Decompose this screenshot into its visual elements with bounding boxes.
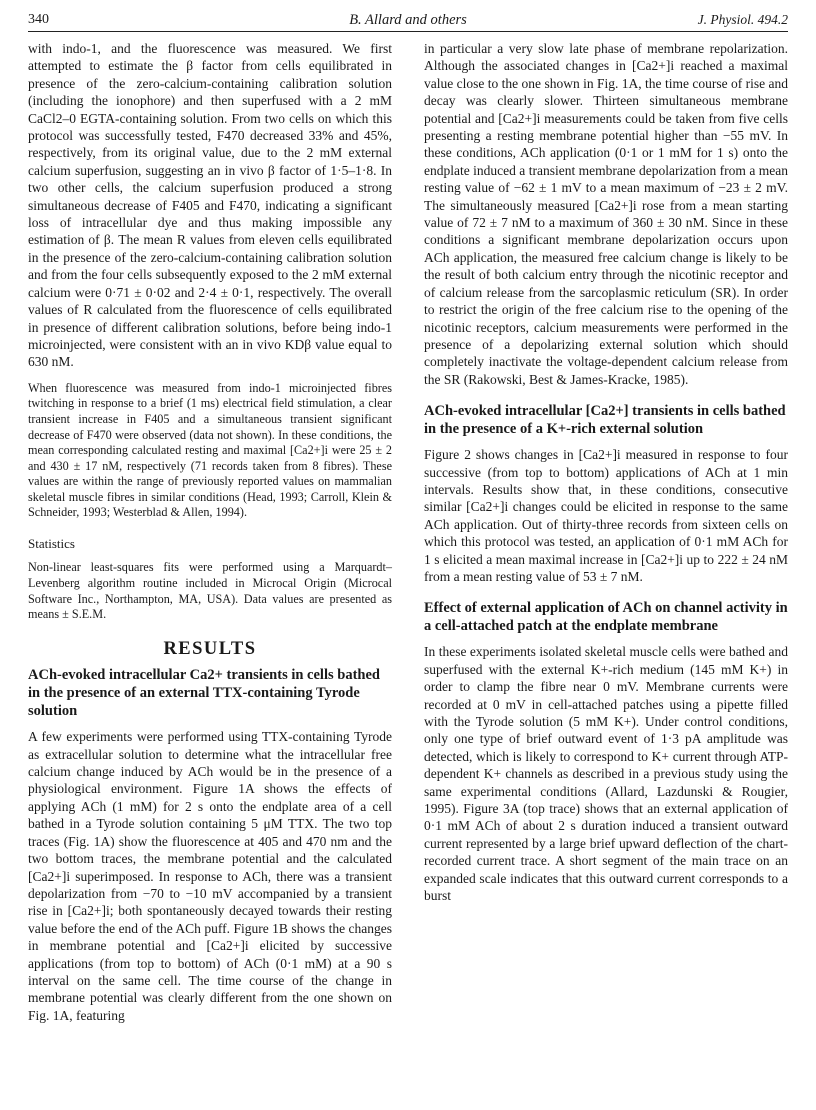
statistics-heading: Statistics <box>28 536 75 552</box>
subheading-k-rich-solution: ACh-evoked intracellular [Ca2+] transients in cells bathed in the presence of a K+-rich external solution <box>424 403 786 438</box>
statistics-text: Non-linear least-squares fits were performed using a Marquardt–Levenberg algorithm routine included in Microcal Origin (Microcal Software Inc., Northampton, MA, USA). Data values are presented as means ± S.E.M. <box>28 560 392 622</box>
header-rule <box>28 31 788 32</box>
results-heading: RESULTS <box>163 638 257 659</box>
paragraph-ttx-experiments: A few experiments were performed using TTX-containing Tyrode as extracellular solution to determine what the intracellular free calcium change induced by ACh would be in the presence of a physiological environment. Figure 1A shows the effects of applying ACh (1 mM) for 2 s onto the endplate area of a cell bathed in a Tyrode solution containing 5 μM TTX. The two top traces (Fig. 1A) show the fluorescence at 405 and 470 nm and the two bottom traces, the membrane potential and the calculated [Ca2+]i superimposed. In response to ACh, there was a transient depolarization from −70 to −10 mV accompanied by a transient rise in [Ca2+]i; both spontaneously decayed towards their resting value before the end of the ACh puff. Figure 1B shows the changes in membrane potential and [Ca2+]i elicited by successive applications (from top to bottom) of ACh (0·1 mM) at a 90 s interval on the same cell. The time course of the change in membrane potential was clearly different from the one shown on Fig. 1A, featuring <box>28 729 392 1023</box>
paragraph-membrane-currents: In these experiments isolated skeletal muscle cells were bathed and superfused with the external K+-rich medium (145 mM K+) in order to clamp the fibre near 0 mV. Membrane currents were recorded at 0 mV in cell-attached patches using a pipette filled with the Tyrode solution (5 mM K+). Under control conditions, only one type of brief outward event of 1·3 pA amplitude was detected, which is likely to correspond to K+ current through ATP-dependent K+ channels as described in a previous study using the same experimental conditions (Allard, Lazdunski & Rougier, 1995). Figure 3A (top trace) shows that an external application of 0·1 mM ACh of about 2 s duration induced a transient outward current represented by a large brief upward deflection of the chart-recorded current trace. A short segment of the main trace on an expanded scale indicates that this outward current corresponds to a burst <box>424 644 788 904</box>
left-column <box>28 40 392 1024</box>
paragraph-indo1-fluorescence: When fluorescence was measured from indo-1 microinjected fibres twitching in response to a brief (1 ms) electrical field stimulation, a clear transient increase in F405 and a simultaneous transient significant decrease of F470 were observed (data not shown). In these conditions, the mean corresponding calculated resting and maximal [Ca2+]i were 25 ± 2 and 430 ± 17 nM, respectively (71 records taken from 8 fibres). These values are within the range of previously reported values on mammalian skeletal muscle fibres in similar conditions (Head, 1993; Carroll, Klein & Schneider, 1993; Westerblad & Allen, 1994). <box>28 380 392 520</box>
paragraph-repolarization: in particular a very slow late phase of membrane repolarization. Although the associated changes in [Ca2+]i reached a maximal value close to the one shown in Fig. 1A, the time course of rise and decay was clearly slower. Thirteen simultaneous membrane potential and [Ca2+]i measurements could be taken from five cells presenting a resting membrane potential higher than −55 mV. In these conditions, ACh application (0·1 or 1 mM for 1 s) onto the endplate induced a transient membrane depolarization from a mean resting value of −62 ± 1 mV to a mean maximum of −23 ± 2 mV. The simultaneously measured [Ca2+]i rose from a mean starting value of 72 ± 7 nM to a maximum of 360 ± 30 nM. Since in these conditions a significant membrane depolarization occurs upon ACh application, the measured free calcium change is likely to be the result of both calcium entry through the nicotinic receptor and of calcium release from the sarcoplasmic reticulum (SR). In order to restrict the origin of the free calcium rise to the opening of the nicotinic receptors, calcium measurements were performed in the presence of a depolarizing external solution which should completely inactivate the voltage-dependent calcium release from the SR (Rakowski, Best & James-Kracke, 1985). <box>424 41 788 387</box>
subheading-ttx-tyrode: ACh-evoked intracellular Ca2+ transients in cells bathed in the presence of an external TTX-containing Tyrode solution <box>28 667 380 720</box>
paragraph-successive-applications: Figure 2 shows changes in [Ca2+]i measured in response to four successive (from top to bottom) applications of ACh at 1 min intervals. Results show that, in these conditions, consecutive similar [Ca2+]i changes could be elicited in response to the same ACh application. Out of thirty-three records from sixteen cells on which this protocol was tested, an application of 0·1 mM ACh for 1 s elicited a mean maximal increase in [Ca2+]i up to 222 ± 24 nM from a mean resting value of 53 ± 7 nM. <box>424 447 788 584</box>
journal-citation: J. Physiol. 494.2 <box>697 12 788 27</box>
running-head: B. Allard and others <box>349 12 467 28</box>
paragraph-beta-factor: with indo-1, and the fluorescence was measured. We first attempted to estimate the β factor from cells equilibrated in presence of the zero-calcium-containing calibration solution (including the ionophore) and then superfused with a 2 mM CaCl2–0 EGTA-containing solution. From two cells on which this protocol was successfully tested, F470 decreased 33% and 45%, respectively, from its original value, due to the 2 mM external calcium superfusion, suggesting an in vivo β factor of 1·5–1·8. In two other cells, the calcium superfusion produced a strong simultaneous decrease of F405 and F470, indicating a significant loss of intracellular dye and thus making impossible any estimation of β. The mean R values from eleven cells equilibrated in the presence of the zero-calcium-containing calibration solution and from the four cells subsequently exposed to the 2 mM external calcium were 0·71 ± 0·02 and 2·4 ± 0·1, respectively. The overall values of R calculated from the fluorescence of cells equilibrated in presence of different calibration solutions, before being indo-1 microinjected, were consistent with an in vivo KDβ value equal to 630 nM. <box>28 41 392 370</box>
subheading-cell-attached-patch: Effect of external application of ACh on channel activity in a cell-attached patch at the endplate membrane <box>424 600 788 635</box>
page-header <box>28 4 788 30</box>
page-number: 340 <box>28 12 49 27</box>
right-column <box>424 40 788 904</box>
